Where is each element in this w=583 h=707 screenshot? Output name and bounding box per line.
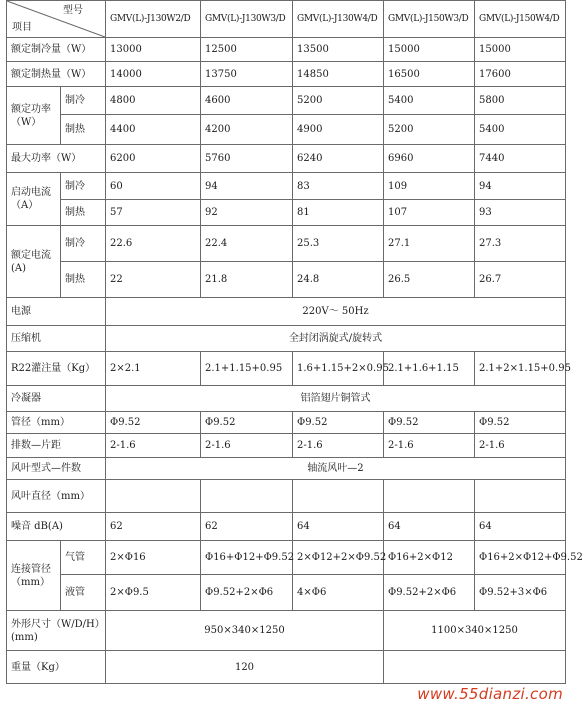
row-compressor (7, 326, 566, 352)
cell-value: 83 (293, 173, 384, 200)
cell-value: 7440 (475, 145, 566, 173)
cell-value: 5760 (201, 145, 293, 173)
cell-value: 5400 (384, 87, 475, 115)
empty-cell (384, 480, 475, 513)
cell-value: Φ9.52 (475, 412, 566, 434)
cell-value: Φ16+2×Φ12 (384, 541, 475, 575)
cell-value: 107 (384, 200, 475, 226)
cell-value: 2-1.6 (475, 434, 566, 458)
model-name: GMV(L)-J130W3/D (201, 1, 293, 38)
row-power-supply (7, 298, 566, 326)
cell-value: 2-1.6 (384, 434, 475, 458)
row-label: 额定制热量（W） (7, 62, 106, 87)
cell-value: 4800 (106, 87, 201, 115)
row-label: 冷凝器 (7, 386, 106, 412)
cell-value: 26.7 (475, 262, 566, 298)
row-fan-type (7, 458, 566, 480)
cell-value: 5400 (475, 115, 566, 145)
model-label: 型号 (63, 5, 83, 16)
cell-value: 22 (106, 262, 201, 298)
row-label: 管径（mm） (7, 412, 106, 434)
model-name: GMV(L)-J150W4/D (475, 1, 566, 38)
cell-value: 2-1.6 (201, 434, 293, 458)
cell-value: 22.4 (201, 226, 293, 262)
cell-value: 6960 (384, 145, 475, 173)
cell-value: 4200 (201, 115, 293, 145)
cell-value: 21.8 (201, 262, 293, 298)
row-start-current-cool (7, 173, 566, 200)
merged-value: 轴流风叶—2 (106, 458, 566, 480)
cell-value: 64 (475, 513, 566, 541)
cell-value: 14000 (106, 62, 201, 87)
sub-label: 制冷 (61, 226, 106, 262)
cell-value: 5200 (384, 115, 475, 145)
row-r22-charge (7, 352, 566, 386)
cell-value: 1.6+1.15+2×0.95 (293, 352, 384, 386)
cell-value: 94 (201, 173, 293, 200)
cell-value: 27.3 (475, 226, 566, 262)
row-label: 排数—片距 (7, 434, 106, 458)
cell-value: 93 (475, 200, 566, 226)
cell-value: 27.1 (384, 226, 475, 262)
cell-value: 25.3 (293, 226, 384, 262)
cell-value: 62 (201, 513, 293, 541)
cell-value: 92 (201, 200, 293, 226)
sub-label: 液管 (61, 575, 106, 611)
cell-value: 26.5 (384, 262, 475, 298)
sub-label: 气管 (61, 541, 106, 575)
row-pipe-gas (7, 541, 566, 575)
cell-value: Φ16+2×Φ12+Φ9.52 (475, 541, 566, 575)
spec-table (6, 0, 583, 684)
cell-value: 62 (106, 513, 201, 541)
empty-cell (475, 480, 566, 513)
cell-value: 14850 (293, 62, 384, 87)
row-label: 电源 (7, 298, 106, 326)
cell-value: 15000 (384, 38, 475, 62)
cell-value: 13750 (201, 62, 293, 87)
row-label: 风叶直径（mm） (7, 480, 106, 513)
cell-value: 2×Φ9.5 (106, 575, 201, 611)
cell-value: 22.6 (106, 226, 201, 262)
merged-value: 120 (106, 651, 384, 684)
cell-value: 109 (384, 173, 475, 200)
merged-value: 950×340×1250 (106, 611, 384, 651)
row-start-current-heat (7, 200, 566, 226)
cell-value: 13000 (106, 38, 201, 62)
row-condenser (7, 386, 566, 412)
row-pipe-liquid (7, 575, 566, 611)
model-name: GMV(L)-J130W4/D (293, 1, 384, 38)
row-label: 启动电流（A） (7, 173, 61, 226)
sub-label: 制热 (61, 115, 106, 145)
cell-value: Φ9.52+2×Φ6 (201, 575, 293, 611)
row-label: R22灌注量（Kg） (7, 352, 106, 386)
cell-value: 15000 (475, 38, 566, 62)
cell-value: 2×2.1 (106, 352, 201, 386)
cell-value: 4×Φ6 (293, 575, 384, 611)
cell-value: 16500 (384, 62, 475, 87)
model-name: GMV(L)-J130W2/D (106, 1, 201, 38)
cell-value: 5800 (475, 87, 566, 115)
empty-cell (106, 480, 201, 513)
sub-label: 制冷 (61, 87, 106, 115)
cell-value: 94 (475, 173, 566, 200)
header-corner-cell (7, 1, 106, 38)
row-max-power (7, 145, 566, 173)
cell-value: 17600 (475, 62, 566, 87)
row-rows-pitch (7, 434, 566, 458)
cell-value: 81 (293, 200, 384, 226)
row-label: 连接管径（mm） (7, 541, 61, 611)
cell-value: 4600 (201, 87, 293, 115)
row-fan-diameter (7, 480, 566, 513)
cell-value: 2×Φ16 (106, 541, 201, 575)
cell-value: 2.1+1.15+0.95 (201, 352, 293, 386)
empty-cell (293, 480, 384, 513)
cell-value: Φ9.52 (293, 412, 384, 434)
row-label: 额定电流(A) (7, 226, 61, 298)
cell-value: 64 (293, 513, 384, 541)
cell-value: 2-1.6 (293, 434, 384, 458)
row-label: 额定功率（W） (7, 87, 61, 145)
sub-label: 制冷 (61, 173, 106, 200)
cell-value: 4400 (106, 115, 201, 145)
cell-value: Φ9.52 (106, 412, 201, 434)
cell-value: 6240 (293, 145, 384, 173)
row-label: 最大功率（W） (7, 145, 106, 173)
cell-value: 60 (106, 173, 201, 200)
cell-value: Φ9.52 (384, 412, 475, 434)
watermark-text: www.55dianzi.com (417, 685, 563, 703)
cell-value: 12500 (201, 38, 293, 62)
cell-value: 2×Φ12+2×Φ9.52 (293, 541, 384, 575)
row-label: 风叶型式—件数 (7, 458, 106, 480)
empty-cell (201, 480, 293, 513)
header-row (7, 1, 566, 38)
cell-value: 57 (106, 200, 201, 226)
row-weight (7, 651, 566, 684)
row-heating-capacity (7, 62, 566, 87)
cell-value: 2.1+2×1.15+0.95 (475, 352, 566, 386)
cell-value: 5200 (293, 87, 384, 115)
sub-label: 制热 (61, 262, 106, 298)
row-label: 额定制冷量（W） (7, 38, 106, 62)
sub-label: 制热 (61, 200, 106, 226)
row-rated-power-cool (7, 87, 566, 115)
row-tube-diameter (7, 412, 566, 434)
row-label: 压缩机 (7, 326, 106, 352)
merged-value: 220V～ 50Hz (106, 298, 566, 326)
row-label: 重量（Kg） (7, 651, 106, 684)
row-label: 噪音 dB(A) (7, 513, 106, 541)
empty-cell (384, 651, 566, 684)
row-cooling-capacity (7, 38, 566, 62)
merged-value: 铝箔翅片铜管式 (106, 386, 566, 412)
cell-value: 6200 (106, 145, 201, 173)
cell-value: 4900 (293, 115, 384, 145)
row-noise (7, 513, 566, 541)
row-rated-current-heat (7, 262, 566, 298)
cell-value: 24.8 (293, 262, 384, 298)
cell-value: 64 (384, 513, 475, 541)
cell-value: 2-1.6 (106, 434, 201, 458)
merged-value: 1100×340×1250 (384, 611, 566, 651)
row-rated-power-heat (7, 115, 566, 145)
cell-value: Φ16+Φ12+Φ9.52 (201, 541, 293, 575)
model-name: GMV(L)-J150W3/D (384, 1, 475, 38)
row-dimensions (7, 611, 566, 651)
cell-value: Φ9.52+3×Φ6 (475, 575, 566, 611)
cell-value: Φ9.52+2×Φ6 (384, 575, 475, 611)
row-rated-current-cool (7, 226, 566, 262)
cell-value: Φ9.52 (201, 412, 293, 434)
row-label: 外形尺寸（W/D/H）(mm) (7, 611, 106, 651)
cell-value: 13500 (293, 38, 384, 62)
merged-value: 全封闭涡旋式/旋转式 (106, 326, 566, 352)
cell-value: 2.1+1.6+1.15 (384, 352, 475, 386)
item-label: 项目 (12, 22, 32, 33)
